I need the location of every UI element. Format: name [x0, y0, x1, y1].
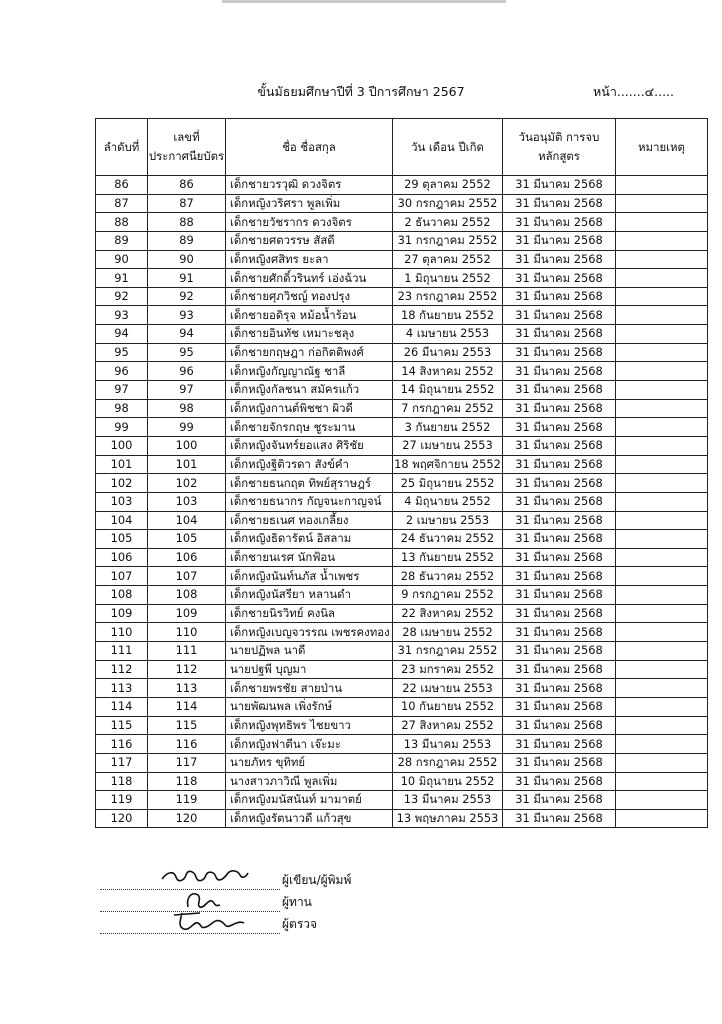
table-row [96, 436, 708, 455]
handwritten-signature-reviewer [160, 887, 250, 911]
cell-order: 107 [96, 567, 148, 586]
cell-birthdate: 2 เมษายน 2553 [393, 511, 503, 530]
cell-birthdate: 31 กรกฎาคม 2552 [393, 642, 503, 661]
cell-approval-date: 31 มีนาคม 2568 [503, 735, 616, 754]
cell-birthdate: 28 ธันวาคม 2552 [393, 567, 503, 586]
cell-birthdate: 22 เมษายน 2553 [393, 679, 503, 698]
cell-name: นายพัฒนพล เพิ่งรักษ์ [226, 697, 393, 716]
cell-certificate-no: 102 [148, 474, 226, 493]
cell-approval-date: 31 มีนาคม 2568 [503, 343, 616, 362]
cell-approval-date: 31 มีนาคม 2568 [503, 772, 616, 791]
table-row [96, 660, 708, 679]
cell-order: 113 [96, 679, 148, 698]
table-row [96, 492, 708, 511]
cell-remark [616, 176, 708, 195]
cell-name: เด็กหญิงฐิติวรดา สังข์คำ [226, 455, 393, 474]
cell-remark [616, 231, 708, 250]
cell-order: 106 [96, 548, 148, 567]
table-row [96, 772, 708, 791]
cell-approval-date: 31 มีนาคม 2568 [503, 474, 616, 493]
table-row [96, 343, 708, 362]
cell-approval-date: 31 มีนาคม 2568 [503, 679, 616, 698]
cell-name: เด็กชายธเนศ ทองเกลี้ยง [226, 511, 393, 530]
cell-approval-date: 31 มีนาคม 2568 [503, 660, 616, 679]
table-row [96, 809, 708, 828]
cell-birthdate: 14 สิงหาคม 2552 [393, 362, 503, 381]
cell-birthdate: 10 มิถุนายน 2552 [393, 772, 503, 791]
cell-order: 104 [96, 511, 148, 530]
cell-approval-date: 31 มีนาคม 2568 [503, 791, 616, 810]
table-header-row [96, 119, 708, 176]
cell-remark [616, 623, 708, 642]
cell-remark [616, 567, 708, 586]
cell-approval-date: 31 มีนาคม 2568 [503, 623, 616, 642]
cell-remark [616, 809, 708, 828]
cell-name: เด็กหญิงนันท์นภัส น้ำเพชร [226, 567, 393, 586]
signature-role-label: ผู้เขียน/ผู้พิมพ์ [282, 873, 352, 887]
cell-certificate-no: 108 [148, 586, 226, 605]
top-edge-mark [222, 0, 506, 3]
table-row [96, 287, 708, 306]
cell-birthdate: 18 กันยายน 2552 [393, 306, 503, 325]
cell-birthdate: 9 กรกฎาคม 2552 [393, 586, 503, 605]
cell-order: 114 [96, 697, 148, 716]
cell-remark [616, 269, 708, 288]
table-row [96, 716, 708, 735]
cell-approval-date: 31 มีนาคม 2568 [503, 250, 616, 269]
cell-remark [616, 287, 708, 306]
cell-name: เด็กชายนเรศ นักฟ้อน [226, 548, 393, 567]
cell-name: เด็กหญิงกัลชนา สมัครแก้ว [226, 381, 393, 400]
cell-certificate-no: 104 [148, 511, 226, 530]
table-row [96, 530, 708, 549]
cell-order: 112 [96, 660, 148, 679]
cell-order: 88 [96, 213, 148, 232]
table-row [96, 791, 708, 810]
cell-name: เด็กหญิงมนัสนันท์ มามาตย์ [226, 791, 393, 810]
cell-approval-date: 31 มีนาคม 2568 [503, 809, 616, 828]
cell-order: 103 [96, 492, 148, 511]
cell-order: 115 [96, 716, 148, 735]
cell-remark [616, 660, 708, 679]
cell-approval-date: 31 มีนาคม 2568 [503, 586, 616, 605]
cell-certificate-no: 87 [148, 194, 226, 213]
cell-order: 108 [96, 586, 148, 605]
cell-approval-date: 31 มีนาคม 2568 [503, 381, 616, 400]
cell-approval-date: 31 มีนาคม 2568 [503, 362, 616, 381]
cell-name: เด็กชายกฤษฎา ก่อกิตติพงศ์ [226, 343, 393, 362]
cell-certificate-no: 115 [148, 716, 226, 735]
cell-remark [616, 586, 708, 605]
cell-remark [616, 399, 708, 418]
cell-name: เด็กหญิงเบญจวรรณ เพชรคงทอง [226, 623, 393, 642]
cell-birthdate: 1 มิถุนายน 2552 [393, 269, 503, 288]
cell-name: เด็กชายศักดิ์วรินทร์ เอ่งฉ้วน [226, 269, 393, 288]
cell-name: เด็กหญิงจันทร์ยอแสง ศิริชัย [226, 436, 393, 455]
col-header-remark: หมายเหตุ [616, 119, 708, 176]
cell-remark [616, 418, 708, 437]
cell-birthdate: 27 ตุลาคม 2552 [393, 250, 503, 269]
cell-birthdate: 14 มิถุนายน 2552 [393, 381, 503, 400]
cell-name: เด็กชายศุภวิชญ์ ทองปรุง [226, 287, 393, 306]
cell-order: 95 [96, 343, 148, 362]
cell-approval-date: 31 มีนาคม 2568 [503, 269, 616, 288]
col-header-name: ชื่อ ชื่อสกุล [226, 119, 393, 176]
cell-order: 105 [96, 530, 148, 549]
cell-order: 117 [96, 753, 148, 772]
cell-birthdate: 31 กรกฎาคม 2552 [393, 231, 503, 250]
cell-certificate-no: 88 [148, 213, 226, 232]
cell-name: เด็กหญิงศสิทร ยะลา [226, 250, 393, 269]
cell-remark [616, 604, 708, 623]
cell-birthdate: 3 กันยายน 2552 [393, 418, 503, 437]
cell-name: เด็กหญิงรัตนาวดี แก้วสุข [226, 809, 393, 828]
cell-certificate-no: 86 [148, 176, 226, 195]
cell-order: 116 [96, 735, 148, 754]
table-row [96, 735, 708, 754]
cell-order: 110 [96, 623, 148, 642]
cell-order: 101 [96, 455, 148, 474]
cell-name: เด็กหญิงนัสรียา หลานดำ [226, 586, 393, 605]
table-row [96, 399, 708, 418]
cell-remark [616, 381, 708, 400]
cell-approval-date: 31 มีนาคม 2568 [503, 642, 616, 661]
cell-remark [616, 530, 708, 549]
cell-name: เด็กชายธนากร กัญจนะกาญจน์ [226, 492, 393, 511]
cell-approval-date: 31 มีนาคม 2568 [503, 176, 616, 195]
signature-role-label: ผู้ทาน [282, 895, 312, 909]
cell-name: เด็กชายอินทัช เหมาะชลุง [226, 325, 393, 344]
cell-order: 100 [96, 436, 148, 455]
cell-approval-date: 31 มีนาคม 2568 [503, 194, 616, 213]
cell-order: 96 [96, 362, 148, 381]
cell-certificate-no: 92 [148, 287, 226, 306]
cell-approval-date: 31 มีนาคม 2568 [503, 492, 616, 511]
table-row [96, 548, 708, 567]
table-row [96, 753, 708, 772]
cell-certificate-no: 99 [148, 418, 226, 437]
table-row [96, 325, 708, 344]
cell-certificate-no: 94 [148, 325, 226, 344]
cell-remark [616, 716, 708, 735]
cell-birthdate: 29 ตุลาคม 2552 [393, 176, 503, 195]
cell-order: 86 [96, 176, 148, 195]
cell-certificate-no: 106 [148, 548, 226, 567]
document-title: ขั้นมัธยมศึกษาปีที่ 3 ปีการศึกษา 2567 [257, 84, 465, 99]
cell-remark [616, 548, 708, 567]
cell-name: เด็กชายอดิรุจ หม้อน้ำร้อน [226, 306, 393, 325]
cell-remark [616, 679, 708, 698]
cell-remark [616, 362, 708, 381]
cell-certificate-no: 112 [148, 660, 226, 679]
cell-order: 91 [96, 269, 148, 288]
cell-name: เด็กชายศตวรรษ สัสดี [226, 231, 393, 250]
table-row [96, 697, 708, 716]
cell-remark [616, 492, 708, 511]
cell-approval-date: 31 มีนาคม 2568 [503, 716, 616, 735]
table-row [96, 418, 708, 437]
cell-birthdate: 30 กรกฎาคม 2552 [393, 194, 503, 213]
col-header-certificate-no: เลขที่ ประกาศนียบัตร [148, 119, 226, 176]
cell-remark [616, 474, 708, 493]
cell-order: 102 [96, 474, 148, 493]
cell-approval-date: 31 มีนาคม 2568 [503, 548, 616, 567]
cell-birthdate: 28 กรกฎาคม 2552 [393, 753, 503, 772]
cell-remark [616, 697, 708, 716]
cell-remark [616, 772, 708, 791]
cell-certificate-no: 119 [148, 791, 226, 810]
signature-role-label: ผู้ตรวจ [282, 917, 318, 931]
cell-birthdate: 13 มีนาคม 2553 [393, 735, 503, 754]
cell-name: เด็กหญิงกัญญาณัฐ ชาลี [226, 362, 393, 381]
signature-block [100, 868, 351, 934]
cell-certificate-no: 93 [148, 306, 226, 325]
cell-birthdate: 2 ธันวาคม 2552 [393, 213, 503, 232]
cell-name: เด็กหญิงธิดารัตน์ อิสลาม [226, 530, 393, 549]
cell-birthdate: 27 เมษายน 2553 [393, 436, 503, 455]
cell-approval-date: 31 มีนาคม 2568 [503, 213, 616, 232]
cell-approval-date: 31 มีนาคม 2568 [503, 753, 616, 772]
table-row [96, 474, 708, 493]
cell-name: เด็กหญิงวริศรา พูลเพิ่ม [226, 194, 393, 213]
cell-remark [616, 455, 708, 474]
handwritten-signature-writer [160, 865, 250, 889]
cell-birthdate: 4 เมษายน 2553 [393, 325, 503, 344]
cell-name: เด็กหญิงกานต์พิชชา ผิวดี [226, 399, 393, 418]
cell-order: 89 [96, 231, 148, 250]
cell-order: 93 [96, 306, 148, 325]
table-row [96, 269, 708, 288]
table-row [96, 176, 708, 195]
cell-birthdate: 13 มีนาคม 2553 [393, 791, 503, 810]
table-row [96, 250, 708, 269]
cell-birthdate: 28 เมษายน 2552 [393, 623, 503, 642]
cell-approval-date: 31 มีนาคม 2568 [503, 418, 616, 437]
table-row [96, 567, 708, 586]
cell-birthdate: 13 กันยายน 2552 [393, 548, 503, 567]
cell-certificate-no: 103 [148, 492, 226, 511]
table-row [96, 642, 708, 661]
cell-certificate-no: 116 [148, 735, 226, 754]
cell-order: 119 [96, 791, 148, 810]
table-row [96, 586, 708, 605]
cell-remark [616, 194, 708, 213]
cell-name: เด็กชายจักรกฤษ ชูระมาน [226, 418, 393, 437]
cell-remark [616, 436, 708, 455]
certificate-table [95, 118, 708, 828]
col-header-approval-date: วันอนุมัติ การจบหลักสูตร [503, 119, 616, 176]
cell-birthdate: 23 มกราคม 2552 [393, 660, 503, 679]
table-row [96, 679, 708, 698]
cell-birthdate: 25 มิถุนายน 2552 [393, 474, 503, 493]
cell-approval-date: 31 มีนาคม 2568 [503, 399, 616, 418]
cell-certificate-no: 89 [148, 231, 226, 250]
cell-name: เด็กชายธนกฤต ทิพย์สุราษฎร์ [226, 474, 393, 493]
cell-order: 87 [96, 194, 148, 213]
cell-approval-date: 31 มีนาคม 2568 [503, 567, 616, 586]
cell-certificate-no: 118 [148, 772, 226, 791]
cell-order: 94 [96, 325, 148, 344]
signature-row-checker [100, 912, 351, 934]
cell-certificate-no: 120 [148, 809, 226, 828]
cell-approval-date: 31 มีนาคม 2568 [503, 604, 616, 623]
cell-approval-date: 31 มีนาคม 2568 [503, 325, 616, 344]
cell-certificate-no: 101 [148, 455, 226, 474]
table-row [96, 194, 708, 213]
cell-order: 118 [96, 772, 148, 791]
cell-remark [616, 325, 708, 344]
cell-remark [616, 642, 708, 661]
cell-approval-date: 31 มีนาคม 2568 [503, 455, 616, 474]
cell-remark [616, 343, 708, 362]
col-header-birthdate: วัน เดือน ปีเกิด [393, 119, 503, 176]
table-row [96, 362, 708, 381]
cell-approval-date: 31 มีนาคม 2568 [503, 436, 616, 455]
cell-certificate-no: 109 [148, 604, 226, 623]
cell-order: 111 [96, 642, 148, 661]
cell-birthdate: 24 ธันวาคม 2552 [393, 530, 503, 549]
cell-remark [616, 791, 708, 810]
cell-name: นายภัทร ขุทิทย์ [226, 753, 393, 772]
cell-birthdate: 22 สิงหาคม 2552 [393, 604, 503, 623]
cell-approval-date: 31 มีนาคม 2568 [503, 231, 616, 250]
table-row [96, 623, 708, 642]
cell-birthdate: 4 มิถุนายน 2552 [393, 492, 503, 511]
cell-certificate-no: 96 [148, 362, 226, 381]
table-row [96, 604, 708, 623]
cell-certificate-no: 95 [148, 343, 226, 362]
cell-name: นายปฏิพล นาดี [226, 642, 393, 661]
cell-remark [616, 735, 708, 754]
cell-certificate-no: 97 [148, 381, 226, 400]
cell-name: เด็กชายนิรวิทย์ คงนิล [226, 604, 393, 623]
cell-certificate-no: 91 [148, 269, 226, 288]
cell-remark [616, 753, 708, 772]
table-row [96, 381, 708, 400]
cell-name: เด็กชายพรชัย สายป่าน [226, 679, 393, 698]
cell-remark [616, 250, 708, 269]
cell-name: เด็กชายวรวุฒิ ดวงจิตร [226, 176, 393, 195]
cell-certificate-no: 114 [148, 697, 226, 716]
cell-remark [616, 213, 708, 232]
cell-order: 90 [96, 250, 148, 269]
cell-approval-date: 31 มีนาคม 2568 [503, 287, 616, 306]
cell-birthdate: 26 มีนาคม 2553 [393, 343, 503, 362]
cell-remark [616, 306, 708, 325]
cell-order: 92 [96, 287, 148, 306]
cell-order: 99 [96, 418, 148, 437]
cell-approval-date: 31 มีนาคม 2568 [503, 306, 616, 325]
col-header-order: ลำดับที่ [96, 119, 148, 176]
cell-remark [616, 511, 708, 530]
cell-name: นายปฐพี บุญมา [226, 660, 393, 679]
cell-certificate-no: 107 [148, 567, 226, 586]
cell-certificate-no: 117 [148, 753, 226, 772]
cell-certificate-no: 90 [148, 250, 226, 269]
cell-order: 120 [96, 809, 148, 828]
cell-birthdate: 13 พฤษภาคม 2553 [393, 809, 503, 828]
handwritten-signature-checker [170, 909, 260, 933]
cell-certificate-no: 111 [148, 642, 226, 661]
table-row [96, 306, 708, 325]
cell-approval-date: 31 มีนาคม 2568 [503, 511, 616, 530]
cell-name: เด็กหญิงฟาตีนา เจ๊ะมะ [226, 735, 393, 754]
cell-approval-date: 31 มีนาคม 2568 [503, 697, 616, 716]
cell-approval-date: 31 มีนาคม 2568 [503, 530, 616, 549]
cell-birthdate: 23 กรกฎาคม 2552 [393, 287, 503, 306]
cell-name: เด็กหญิงพุทธิพร ไชยขาว [226, 716, 393, 735]
cell-order: 109 [96, 604, 148, 623]
cell-birthdate: 7 กรกฎาคม 2552 [393, 399, 503, 418]
cell-certificate-no: 98 [148, 399, 226, 418]
table-row [96, 455, 708, 474]
cell-certificate-no: 105 [148, 530, 226, 549]
cell-birthdate: 10 กันยายน 2552 [393, 697, 503, 716]
cell-certificate-no: 100 [148, 436, 226, 455]
cell-certificate-no: 113 [148, 679, 226, 698]
cell-birthdate: 27 สิงหาคม 2552 [393, 716, 503, 735]
page-number: หน้า.......๔..... [593, 84, 674, 99]
table-row [96, 231, 708, 250]
cell-order: 98 [96, 399, 148, 418]
cell-name: เด็กชายวัชรากร ดวงจิตร [226, 213, 393, 232]
table-row [96, 213, 708, 232]
signature-line [100, 917, 280, 934]
cell-certificate-no: 110 [148, 623, 226, 642]
cell-birthdate: 18 พฤศจิกายน 2552 [393, 455, 503, 474]
table-row [96, 511, 708, 530]
cell-name: นางสาวภาวิณี พูลเพิ่ม [226, 772, 393, 791]
cell-order: 97 [96, 381, 148, 400]
